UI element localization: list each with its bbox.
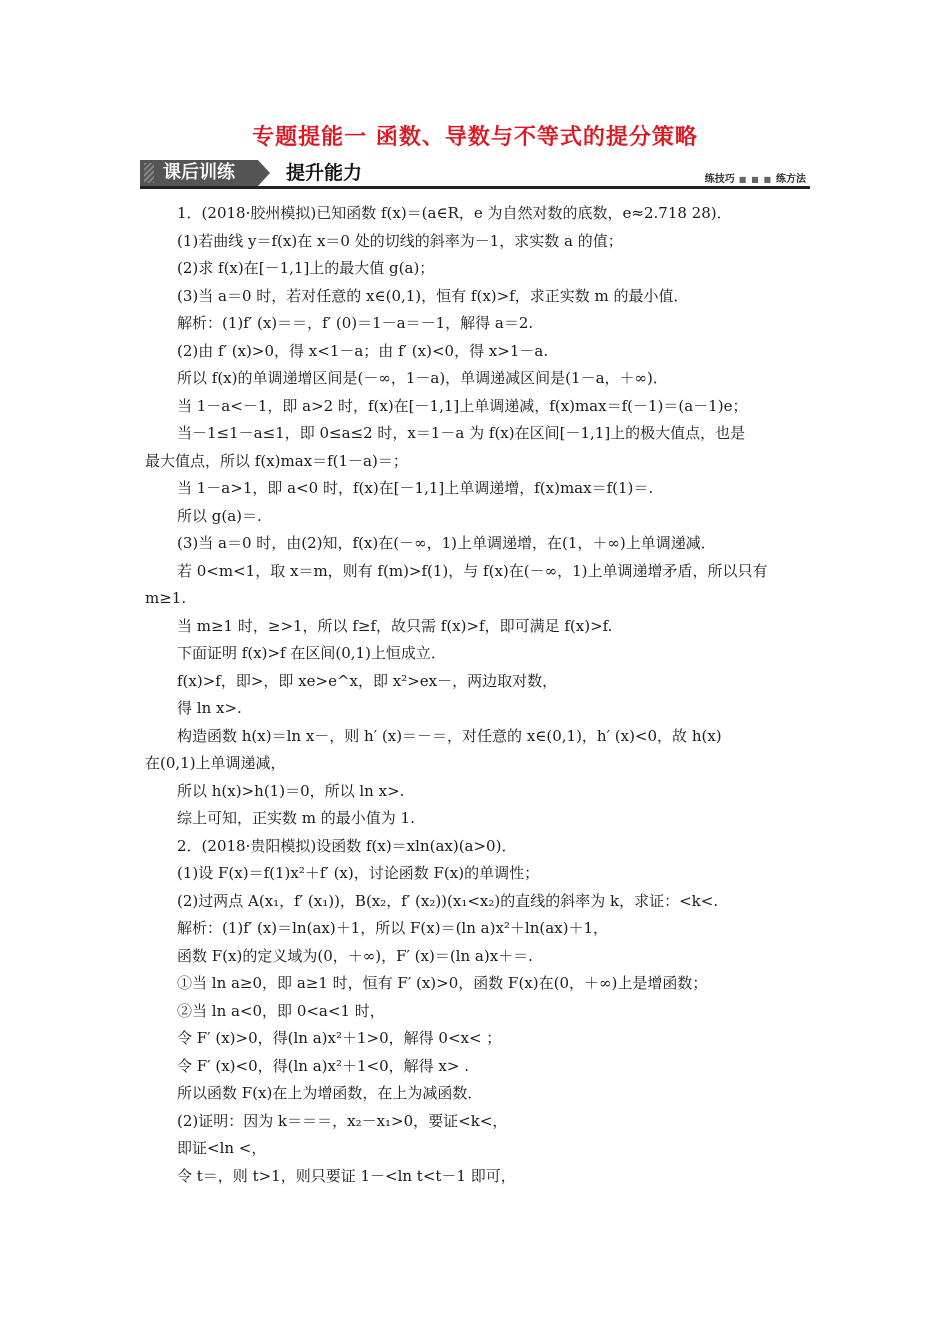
text-line: 1．(2018·胶州模拟)已知函数 f(x)＝(a∈R，e 为自然对数的底数，e≈2.718 28)． — [177, 204, 732, 222]
banner-right-label — [705, 170, 806, 185]
text-line: 得 ln x>. — [177, 699, 242, 717]
banner-subtitle: 提升能力 — [286, 162, 363, 184]
text-line: 当－1≤1－a≤1，即 0≤a≤2 时，x＝1－a 为 f(x)在区间[－1,1]上的极大值点，也是 — [177, 424, 746, 442]
text-line: 令 F′ (x)>0，得(ln a)x²＋1>0，解得 0<x< ； — [177, 1029, 502, 1047]
text-line: (3)当 a＝0 时，若对任意的 x∈(0,1)，恒有 f(x)>f，求正实数 m 的最小值． — [177, 286, 689, 305]
text-line: 在(0,1)上单调递减， — [145, 754, 286, 772]
text-line: 2．(2018·贵阳模拟)设函数 f(x)＝xln(ax)(a>0)． — [177, 836, 517, 855]
text-line: 构造函数 h(x)＝ln x－，则 h′ (x)＝－＝，对任意的 x∈(0,1)，h′ (x)<0，故 h(x) — [177, 726, 722, 745]
text-line: (2)过两点 A(x₁，f′ (x₁))，B(x₂，f′ (x₂))(x₁<x₂)的直线的斜率为 k，求证：<k<. — [177, 891, 719, 910]
text-line: 所以 g(a)＝. — [177, 506, 262, 525]
text-line: 解析：(1)f′ (x)＝ln(ax)＋1，所以 F(x)＝(ln a)x²＋ln(ax)＋1， — [177, 919, 609, 937]
page-title: 专题提能一 函数、导数与不等式的提分策略 — [252, 124, 698, 150]
banner-tag: 课后训练 — [140, 160, 258, 186]
text-line: 令 t＝，则 t>1，则只要证 1－<ln t<t－1 即可， — [177, 1166, 516, 1185]
text-line: (2)求 f(x)在[－1,1]上的最大值 g(a)； — [177, 259, 435, 277]
text-line: m≥1. — [145, 589, 187, 607]
text-line: ①当 ln a≥0，即 a≥1 时，恒有 F′ (x)>0，函数 F(x)在(0，＋∞)上是增函数； — [177, 974, 708, 992]
text-line: 令 F′ (x)<0，得(ln a)x²＋1<0，解得 x> . — [177, 1056, 469, 1075]
banner-arrow-icon — [258, 160, 270, 186]
text-line: 若 0<m<1，取 x＝m，则有 f(m)>f(1)，与 f(x)在(－∞，1)上单调递增矛盾，所以只有 — [177, 561, 768, 580]
text-line: (2)由 f′ (x)>0，得 x<1－a；由 f′ (x)<0，得 x>1－a. — [177, 341, 549, 360]
text-line: 最大值点，所以 f(x)max＝f(1－a)＝； — [145, 451, 408, 470]
text-line: f(x)>f，即>，即 xe>e^x，即 x²>ex－，两边取对数， — [177, 671, 558, 690]
text-line: (2)证明：因为 k＝＝＝，x₂－x₁>0，要证<k<， — [177, 1111, 508, 1130]
text-line: 所以 h(x)>h(1)＝0，所以 ln x>. — [177, 781, 405, 800]
text-line: 综上可知，正实数 m 的最小值为 1. — [177, 809, 415, 827]
text-line: 当 m≥1 时，≥>1，所以 f≥f，故只需 f(x)>f，即可满足 f(x)>f. — [177, 616, 613, 635]
text-line: ②当 ln a<0，即 0<a<1 时， — [177, 1001, 385, 1020]
text-line: 下面证明 f(x)>f 在区间(0,1)上恒成立． — [177, 644, 446, 662]
text-line: (3)当 a＝0 时，由(2)知，f(x)在(－∞，1)上单调递增，在(1，＋∞)上单调递减． — [177, 534, 716, 552]
banner-right-left: 练技巧 — [704, 174, 735, 185]
text-line: 所以函数 F(x)在上为增函数，在上为减函数． — [177, 1084, 483, 1102]
text-line: 当 1－a>1，即 a<0 时，f(x)在[－1,1]上单调递增，f(x)max＝f(1)＝. — [177, 479, 654, 497]
text-line: 函数 F(x)的定义域为(0，＋∞)，F′ (x)＝(ln a)x＋＝. — [177, 946, 533, 965]
text-line: 即证<ln <， — [177, 1139, 267, 1157]
text-line: 当 1－a<－1，即 a>2 时，f(x)在[－1,1]上单调递减，f(x)max＝f(－1)＝(a－1)e； — [177, 396, 748, 415]
text-line: 解析：(1)f′ (x)＝＝，f′ (0)＝1－a＝－1，解得 a＝2. — [177, 314, 534, 332]
document-body — [145, 200, 809, 1190]
text-line: (1)设 F(x)＝f(1)x²＋f′ (x)，讨论函数 F(x)的单调性； — [177, 864, 540, 882]
text-line: 所以 f(x)的单调递增区间是(－∞，1－a)，单调递减区间是(1－a，＋∞)． — [177, 369, 668, 387]
section-banner — [140, 160, 810, 190]
banner-rule — [140, 186, 810, 189]
banner-right-right: 练方法 — [776, 174, 806, 185]
banner-dots-icon: ■ ■ ■ — [738, 174, 772, 184]
text-line: (1)若曲线 y＝f(x)在 x＝0 处的切线的斜率为－1，求实数 a 的值； — [177, 231, 623, 250]
